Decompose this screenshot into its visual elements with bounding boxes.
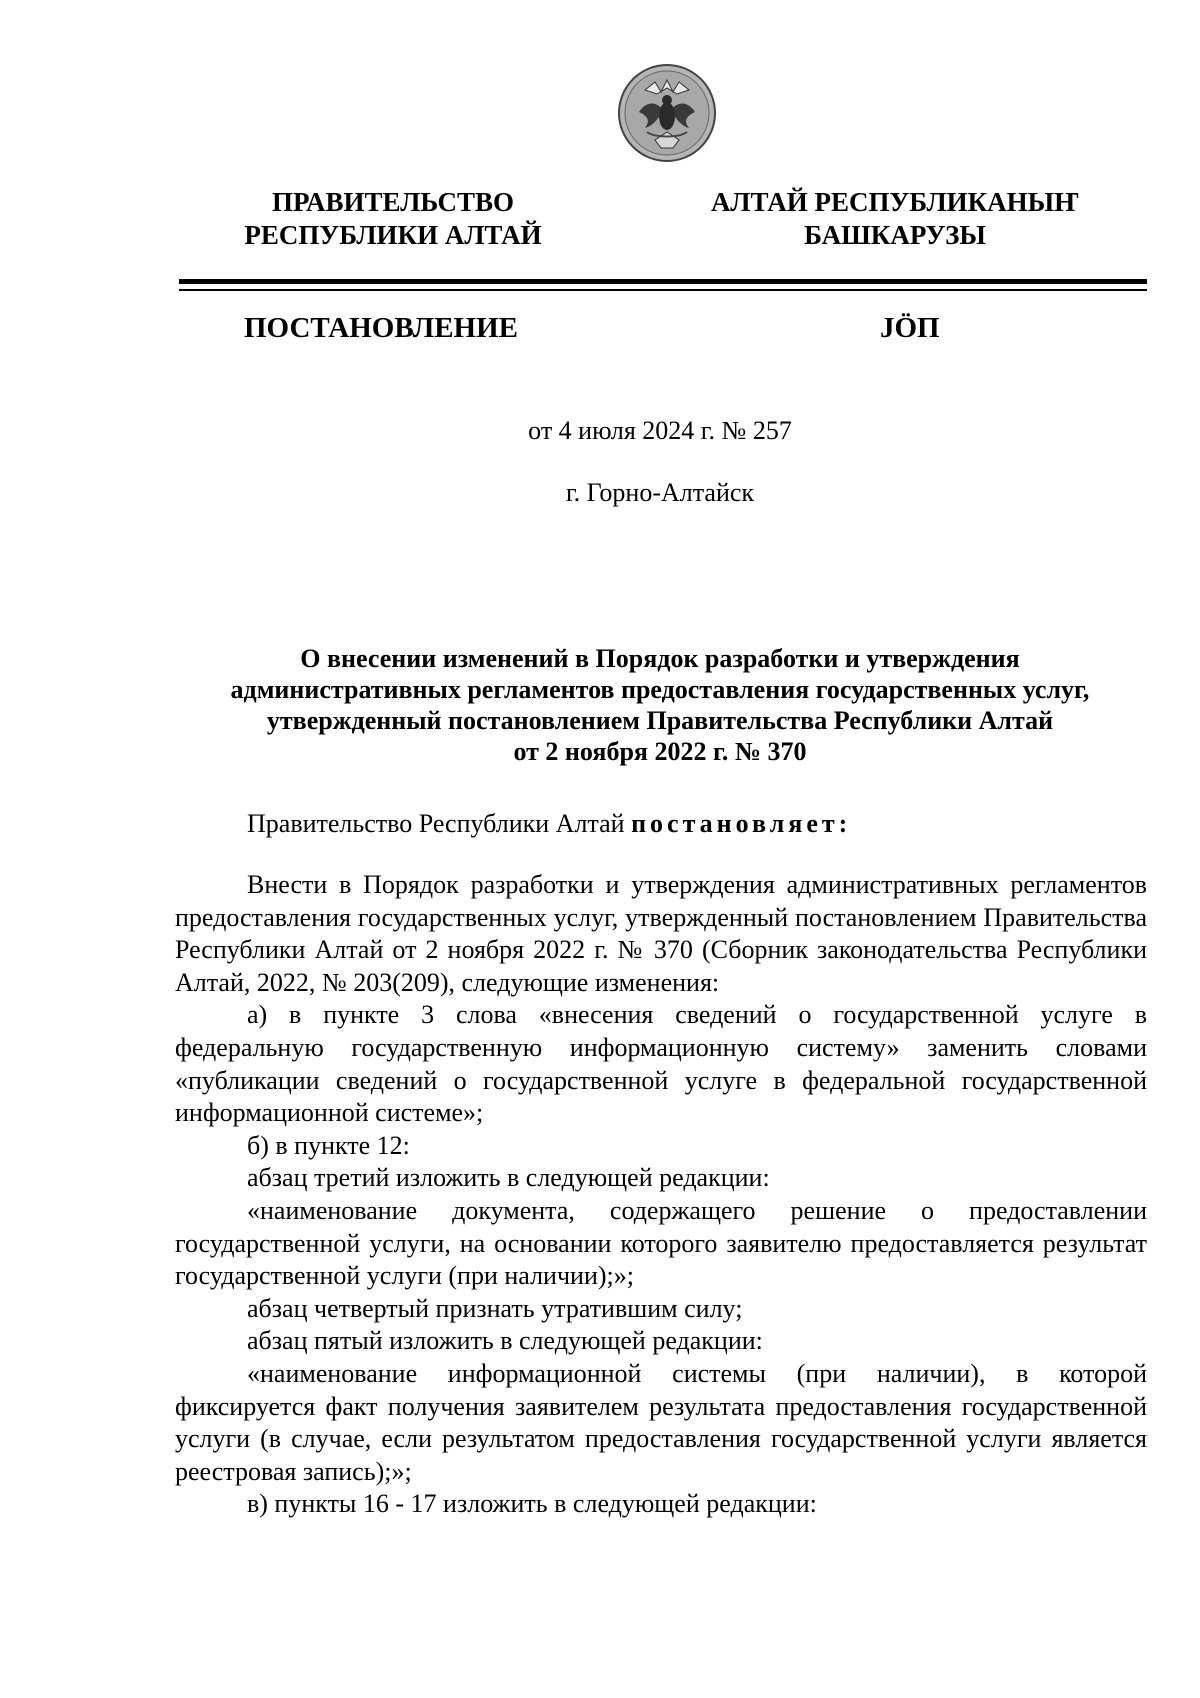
government-name-altai-line-1: АЛТАЙ РЕСПУБЛИКАНЫҤ [710,187,1080,217]
preamble-emphasis: постановляет: [631,809,852,838]
title-line-1: О внесении изменений в Порядок разработки и утверждения [300,644,1020,673]
body-paragraph: б) в пункте 12: [247,1130,410,1160]
header-divider-thick [179,279,1147,284]
header-divider-thin [179,289,1147,291]
document-date-number: от 4 июля 2024 г. № 257 [528,416,792,445]
document-kind-altai: JÖП [880,312,940,344]
body-paragraph: абзац пятый изложить в следующей редакции: [247,1326,763,1356]
government-name-line-1: ПРАВИТЕЛЬСТВО [271,187,515,217]
document-title [175,643,1145,767]
body-paragraph: а) в пункте 3 слова «внесения сведений о государственной услуге в федеральную государственную информационную систему» заменить словами «публикации сведений о государственной услуге в федеральной государственной информационной системе»; [175,1000,1147,1128]
coat-of-arms-icon [617,62,717,164]
government-name-altai [675,186,1115,252]
body-paragraph: абзац третий изложить в следующей редакции: [247,1163,770,1193]
document-city: г. Горно-Алтайск [565,478,755,507]
government-name-russian [183,186,603,252]
document-kind-russian: ПОСТАНОВЛЕНИЕ [244,312,519,344]
body-paragraph: «наименование информационной системы (при наличии), в которой фиксируется факт получения заявителем результата предоставления государственной услуги (в случае, если результатом предоставления государственной услуги является реестровая запись);»; [175,1358,1147,1486]
preamble-text: Правительство Республики Алтай [247,809,632,838]
preamble [247,808,851,840]
document-body [175,869,1147,1521]
government-name-altai-line-2: БАШКАРУЗЫ [804,220,986,250]
title-line-3: утвержденный постановлением Правительства Республики Алтай [266,706,1054,735]
government-name-line-2: РЕСПУБЛИКИ АЛТАЙ [244,220,542,250]
title-line-2: административных регламентов предоставления государственных услуг, [230,675,1090,704]
title-line-4: от 2 ноября 2022 г. № 370 [513,737,807,766]
body-paragraph: в) пункты 16 - 17 изложить в следующей редакции: [247,1489,817,1519]
body-paragraph: Внести в Порядок разработки и утверждения административных регламентов предоставления государственных услуг, утвержденный постановлением Правительства Республики Алтай от 2 ноября 2022 г. № 370 (Сборник законодательства Республики Алтай, 2022, № 203(209), следующие изменения: [175,870,1147,997]
body-paragraph: абзац четвертый признать утратившим силу; [247,1293,743,1323]
body-paragraph: «наименование документа, содержащего решение о предоставлении государственной услуги, на основании которого заявителю предоставляется результат государственной услуги (при наличии);»; [175,1195,1147,1291]
